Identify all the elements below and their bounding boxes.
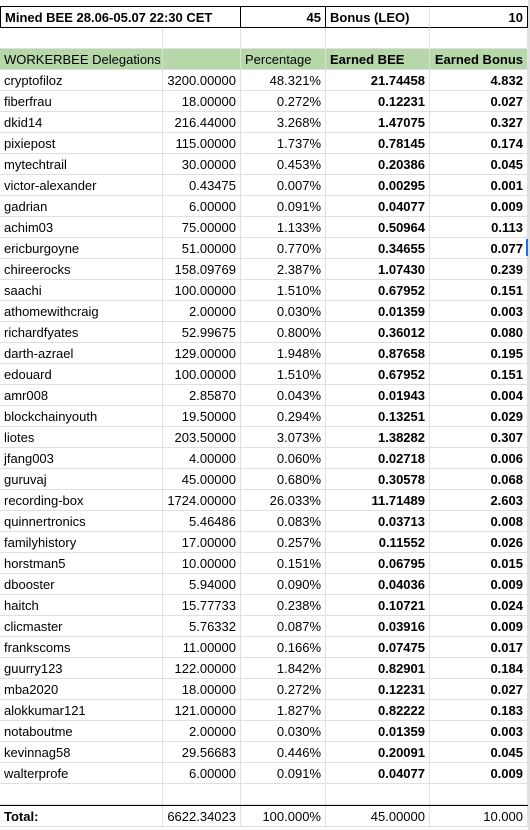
delegated-amount[interactable]: 2.85870 xyxy=(163,385,241,406)
earned-bee[interactable]: 0.04077 xyxy=(326,763,430,784)
percentage[interactable]: 1.842% xyxy=(241,658,326,679)
delegator-name[interactable]: jfang003 xyxy=(0,448,163,469)
delegated-amount[interactable]: 4.00000 xyxy=(163,448,241,469)
earned-bee[interactable]: 0.06795 xyxy=(326,553,430,574)
delegated-amount[interactable]: 115.00000 xyxy=(163,133,241,154)
delegated-amount[interactable]: 121.00000 xyxy=(163,700,241,721)
table-row xyxy=(0,532,528,553)
earned-bee[interactable]: 0.07475 xyxy=(326,637,430,658)
earned-bonus[interactable]: 0.001 xyxy=(430,175,528,196)
percentage[interactable]: 0.030% xyxy=(241,301,326,322)
earned-bee[interactable]: 0.04077 xyxy=(326,196,430,217)
table-row xyxy=(0,217,528,238)
earned-bee[interactable]: 0.67952 xyxy=(326,364,430,385)
earned-bonus[interactable]: 0.006 xyxy=(430,448,528,469)
earned-bee[interactable]: 0.50964 xyxy=(326,217,430,238)
blank-cell[interactable] xyxy=(163,784,241,805)
table-row xyxy=(0,679,528,700)
earned-bonus[interactable]: 0.004 xyxy=(430,385,528,406)
table-row xyxy=(0,406,528,427)
percentage[interactable]: 1.948% xyxy=(241,343,326,364)
earned-bonus[interactable]: 0.003 xyxy=(430,301,528,322)
percentage[interactable]: 3.268% xyxy=(241,112,326,133)
percentage[interactable]: 0.043% xyxy=(241,385,326,406)
earned-bonus[interactable]: 0.017 xyxy=(430,637,528,658)
delegator-name[interactable]: walterprofe xyxy=(0,763,163,784)
blank-row xyxy=(0,28,528,49)
earned-bonus[interactable]: 0.080 xyxy=(430,322,528,343)
percentage[interactable]: 0.272% xyxy=(241,91,326,112)
header-earned-bee[interactable]: Earned BEE xyxy=(326,49,430,70)
delegated-amount[interactable]: 2.00000 xyxy=(163,301,241,322)
earned-bee[interactable]: 0.10721 xyxy=(326,595,430,616)
percentage[interactable]: 0.091% xyxy=(241,763,326,784)
delegator-name[interactable]: amr008 xyxy=(0,385,163,406)
delegator-name[interactable]: dkid14 xyxy=(0,112,163,133)
delegator-name[interactable]: fiberfrau xyxy=(0,91,163,112)
earned-bonus[interactable]: 2.603 xyxy=(430,490,528,511)
percentage[interactable]: 0.166% xyxy=(241,637,326,658)
percentage[interactable]: 48.321% xyxy=(241,70,326,91)
delegated-amount[interactable]: 129.00000 xyxy=(163,343,241,364)
earned-bee[interactable]: 0.78145 xyxy=(326,133,430,154)
delegated-amount[interactable]: 1724.00000 xyxy=(163,490,241,511)
delegator-name[interactable]: edouard xyxy=(0,364,163,385)
table-row xyxy=(0,469,528,490)
earned-bonus[interactable]: 0.003 xyxy=(430,721,528,742)
blank-cell[interactable] xyxy=(430,28,528,49)
percentage[interactable]: 0.087% xyxy=(241,616,326,637)
percentage[interactable]: 0.294% xyxy=(241,406,326,427)
percentage[interactable]: 0.800% xyxy=(241,322,326,343)
percentage[interactable]: 0.083% xyxy=(241,511,326,532)
earned-bee[interactable]: 0.30578 xyxy=(326,469,430,490)
earned-bee[interactable]: 0.01359 xyxy=(326,301,430,322)
percentage[interactable]: 0.446% xyxy=(241,742,326,763)
header-amount[interactable] xyxy=(163,49,241,70)
earned-bonus[interactable]: 0.307 xyxy=(430,427,528,448)
table-row xyxy=(0,280,528,301)
earned-bee[interactable]: 0.00295 xyxy=(326,175,430,196)
earned-bee[interactable]: 1.38282 xyxy=(326,427,430,448)
earned-bee[interactable]: 0.82222 xyxy=(326,700,430,721)
percentage[interactable]: 1.510% xyxy=(241,280,326,301)
earned-bonus[interactable]: 0.015 xyxy=(430,553,528,574)
delegated-amount[interactable]: 18.00000 xyxy=(163,91,241,112)
table-row xyxy=(0,112,528,133)
earned-bee[interactable]: 0.03916 xyxy=(326,616,430,637)
table-row xyxy=(0,595,528,616)
earned-bee[interactable]: 0.02718 xyxy=(326,448,430,469)
table-row xyxy=(0,721,528,742)
delegator-name[interactable]: achim03 xyxy=(0,217,163,238)
delegated-amount[interactable]: 17.00000 xyxy=(163,532,241,553)
table-row xyxy=(0,490,528,511)
table-row xyxy=(0,763,528,784)
delegated-amount[interactable]: 3200.00000 xyxy=(163,70,241,91)
mined-bee-label[interactable]: Mined BEE 28.06-05.07 22:30 CET xyxy=(0,7,241,28)
earned-bonus[interactable]: 0.027 xyxy=(430,679,528,700)
earned-bonus[interactable]: 0.045 xyxy=(430,742,528,763)
earned-bonus[interactable]: 0.113 xyxy=(430,217,528,238)
delegated-amount[interactable]: 11.00000 xyxy=(163,637,241,658)
earned-bonus[interactable]: 4.832 xyxy=(430,70,528,91)
delegator-name[interactable]: cryptofiloz xyxy=(0,70,163,91)
earned-bonus[interactable]: 0.009 xyxy=(430,574,528,595)
total-label[interactable]: Total: xyxy=(0,806,163,827)
table-row xyxy=(0,637,528,658)
delegator-name[interactable]: frankscoms xyxy=(0,637,163,658)
table-row xyxy=(0,175,528,196)
delegated-amount[interactable]: 18.00000 xyxy=(163,679,241,700)
table-row xyxy=(0,448,528,469)
percentage[interactable]: 3.073% xyxy=(241,427,326,448)
delegated-amount[interactable]: 30.00000 xyxy=(163,154,241,175)
earned-bonus[interactable]: 0.174 xyxy=(430,133,528,154)
delegator-name[interactable]: ericburgoyne xyxy=(0,238,163,259)
total-amount[interactable]: 6622.34023 xyxy=(163,806,241,827)
earned-bonus[interactable]: 0.029 xyxy=(430,406,528,427)
earned-bonus[interactable]: 0.151 xyxy=(430,364,528,385)
percentage[interactable]: 0.090% xyxy=(241,574,326,595)
delegated-amount[interactable]: 15.77733 xyxy=(163,595,241,616)
delegated-amount[interactable]: 203.50000 xyxy=(163,427,241,448)
percentage[interactable]: 0.257% xyxy=(241,532,326,553)
table-row xyxy=(0,196,528,217)
delegated-amount[interactable]: 52.99675 xyxy=(163,322,241,343)
earned-bonus[interactable]: 0.045 xyxy=(430,154,528,175)
earned-bee[interactable]: 1.07430 xyxy=(326,259,430,280)
delegated-amount[interactable]: 0.43475 xyxy=(163,175,241,196)
delegated-amount[interactable]: 10.00000 xyxy=(163,553,241,574)
earned-bee[interactable]: 21.74458 xyxy=(326,70,430,91)
delegator-name[interactable]: mytechtrail xyxy=(0,154,163,175)
mined-bee-value[interactable]: 45 xyxy=(241,7,326,28)
table-row xyxy=(0,259,528,280)
earned-bonus[interactable]: 0.327 xyxy=(430,112,528,133)
earned-bonus[interactable]: 0.068 xyxy=(430,469,528,490)
table-row xyxy=(0,91,528,112)
earned-bee[interactable]: 0.67952 xyxy=(326,280,430,301)
earned-bonus[interactable]: 0.151 xyxy=(430,280,528,301)
earned-bee[interactable]: 0.36012 xyxy=(326,322,430,343)
earned-bee[interactable]: 1.47075 xyxy=(326,112,430,133)
delegator-name[interactable]: saachi xyxy=(0,280,163,301)
delegator-name[interactable]: kevinnag58 xyxy=(0,742,163,763)
earned-bonus[interactable]: 0.008 xyxy=(430,511,528,532)
percentage[interactable]: 26.033% xyxy=(241,490,326,511)
delegated-amount[interactable]: 6.00000 xyxy=(163,763,241,784)
percentage[interactable]: 0.453% xyxy=(241,154,326,175)
table-row xyxy=(0,343,528,364)
earned-bonus[interactable]: 0.077 xyxy=(430,238,528,259)
earned-bonus[interactable]: 0.009 xyxy=(430,763,528,784)
blank-cell[interactable] xyxy=(0,28,163,49)
percentage[interactable]: 0.060% xyxy=(241,448,326,469)
table-row xyxy=(0,385,528,406)
delegator-name[interactable]: horstman5 xyxy=(0,553,163,574)
bonus-label[interactable]: Bonus (LEO) xyxy=(326,7,430,28)
earned-bonus[interactable]: 0.195 xyxy=(430,343,528,364)
earned-bonus[interactable]: 0.026 xyxy=(430,532,528,553)
percentage[interactable]: 0.030% xyxy=(241,721,326,742)
table-row xyxy=(0,154,528,175)
table-row xyxy=(0,700,528,721)
delegator-name[interactable]: clicmaster xyxy=(0,616,163,637)
header-row xyxy=(0,49,528,70)
table-row xyxy=(0,322,528,343)
delegator-name[interactable]: pixiepost xyxy=(0,133,163,154)
blank-cell[interactable] xyxy=(430,784,528,805)
delegated-amount[interactable]: 75.00000 xyxy=(163,217,241,238)
delegator-name[interactable]: gadrian xyxy=(0,196,163,217)
earned-bonus[interactable]: 0.184 xyxy=(430,658,528,679)
delegated-amount[interactable]: 100.00000 xyxy=(163,280,241,301)
delegated-amount[interactable]: 51.00000 xyxy=(163,238,241,259)
delegator-name[interactable]: blockchainyouth xyxy=(0,406,163,427)
percentage[interactable]: 1.827% xyxy=(241,700,326,721)
percentage[interactable]: 0.680% xyxy=(241,469,326,490)
table-row xyxy=(0,301,528,322)
delegator-name[interactable]: haitch xyxy=(0,595,163,616)
earned-bee[interactable]: 0.20386 xyxy=(326,154,430,175)
delegator-name[interactable]: dbooster xyxy=(0,574,163,595)
header-earned-bonus[interactable]: Earned Bonus xyxy=(430,49,528,70)
table-row xyxy=(0,427,528,448)
percentage[interactable]: 0.151% xyxy=(241,553,326,574)
delegator-name[interactable]: alokkumar121 xyxy=(0,700,163,721)
header-delegations[interactable]: WORKERBEE Delegations xyxy=(0,49,163,70)
delegator-name[interactable]: richardfyates xyxy=(0,322,163,343)
delegated-amount[interactable]: 100.00000 xyxy=(163,364,241,385)
table-row xyxy=(0,742,528,763)
total-earned-bonus[interactable]: 10.000 xyxy=(430,806,528,827)
table-row xyxy=(0,238,528,259)
delegated-amount[interactable]: 158.09769 xyxy=(163,259,241,280)
earned-bee[interactable]: 0.04036 xyxy=(326,574,430,595)
percentage[interactable]: 0.007% xyxy=(241,175,326,196)
earned-bonus[interactable]: 0.183 xyxy=(430,700,528,721)
delegated-amount[interactable]: 19.50000 xyxy=(163,406,241,427)
earned-bonus[interactable]: 0.009 xyxy=(430,616,528,637)
delegator-name[interactable]: quinnertronics xyxy=(0,511,163,532)
earned-bee[interactable]: 0.01943 xyxy=(326,385,430,406)
earned-bee[interactable]: 0.87658 xyxy=(326,343,430,364)
earned-bonus[interactable]: 0.009 xyxy=(430,196,528,217)
earned-bonus[interactable]: 0.239 xyxy=(430,259,528,280)
percentage[interactable]: 1.737% xyxy=(241,133,326,154)
delegated-amount[interactable]: 5.46486 xyxy=(163,511,241,532)
earned-bee[interactable]: 0.20091 xyxy=(326,742,430,763)
earned-bee[interactable]: 0.12231 xyxy=(326,679,430,700)
total-percentage[interactable]: 100.000% xyxy=(241,806,326,827)
delegator-name[interactable]: victor-alexander xyxy=(0,175,163,196)
table-row xyxy=(0,70,528,91)
header-percentage[interactable]: Percentage xyxy=(241,49,326,70)
total-row xyxy=(0,805,528,826)
delegator-name[interactable]: recording-box xyxy=(0,490,163,511)
delegated-amount[interactable]: 2.00000 xyxy=(163,721,241,742)
blank-row xyxy=(0,784,528,805)
table-row xyxy=(0,574,528,595)
earned-bonus[interactable]: 0.024 xyxy=(430,595,528,616)
table-row xyxy=(0,133,528,154)
delegator-name[interactable]: darth-azrael xyxy=(0,343,163,364)
percentage[interactable]: 0.770% xyxy=(241,238,326,259)
percentage[interactable]: 0.238% xyxy=(241,595,326,616)
delegator-name[interactable]: chireerocks xyxy=(0,259,163,280)
blank-cell[interactable] xyxy=(326,28,430,49)
delegated-amount[interactable]: 122.00000 xyxy=(163,658,241,679)
earned-bee[interactable]: 0.01359 xyxy=(326,721,430,742)
delegator-name[interactable]: liotes xyxy=(0,427,163,448)
blank-cell[interactable] xyxy=(0,784,163,805)
delegated-amount[interactable]: 5.94000 xyxy=(163,574,241,595)
delegated-amount[interactable]: 29.56683 xyxy=(163,742,241,763)
delegated-amount[interactable]: 6.00000 xyxy=(163,196,241,217)
delegator-name[interactable]: guurry123 xyxy=(0,658,163,679)
blank-cell[interactable] xyxy=(326,784,430,805)
delegated-amount[interactable]: 5.76332 xyxy=(163,616,241,637)
blank-cell[interactable] xyxy=(241,28,326,49)
earned-bee[interactable]: 0.82901 xyxy=(326,658,430,679)
table-row xyxy=(0,511,528,532)
earned-bee[interactable]: 11.71489 xyxy=(326,490,430,511)
total-earned-bee[interactable]: 45.00000 xyxy=(326,806,430,827)
delegator-name[interactable]: athomewithcraig xyxy=(0,301,163,322)
summary-row xyxy=(0,6,528,27)
percentage[interactable]: 2.387% xyxy=(241,259,326,280)
earned-bonus[interactable]: 0.027 xyxy=(430,91,528,112)
table-row xyxy=(0,553,528,574)
delegator-name[interactable]: guruvaj xyxy=(0,469,163,490)
bonus-value[interactable]: 10 xyxy=(430,7,528,28)
percentage[interactable]: 1.133% xyxy=(241,217,326,238)
delegator-name[interactable]: familyhistory xyxy=(0,532,163,553)
table-row xyxy=(0,364,528,385)
delegator-name[interactable]: notaboutme xyxy=(0,721,163,742)
percentage[interactable]: 1.510% xyxy=(241,364,326,385)
earned-bee[interactable]: 0.34655 xyxy=(326,238,430,259)
earned-bee[interactable]: 0.11552 xyxy=(326,532,430,553)
earned-bee[interactable]: 0.12231 xyxy=(326,91,430,112)
delegator-name[interactable]: mba2020 xyxy=(0,679,163,700)
percentage[interactable]: 0.091% xyxy=(241,196,326,217)
delegated-amount[interactable]: 216.44000 xyxy=(163,112,241,133)
earned-bee[interactable]: 0.03713 xyxy=(326,511,430,532)
blank-cell[interactable] xyxy=(241,784,326,805)
blank-cell[interactable] xyxy=(163,28,241,49)
table-row xyxy=(0,616,528,637)
table-row xyxy=(0,658,528,679)
percentage[interactable]: 0.272% xyxy=(241,679,326,700)
delegated-amount[interactable]: 45.00000 xyxy=(163,469,241,490)
earned-bee[interactable]: 0.13251 xyxy=(326,406,430,427)
